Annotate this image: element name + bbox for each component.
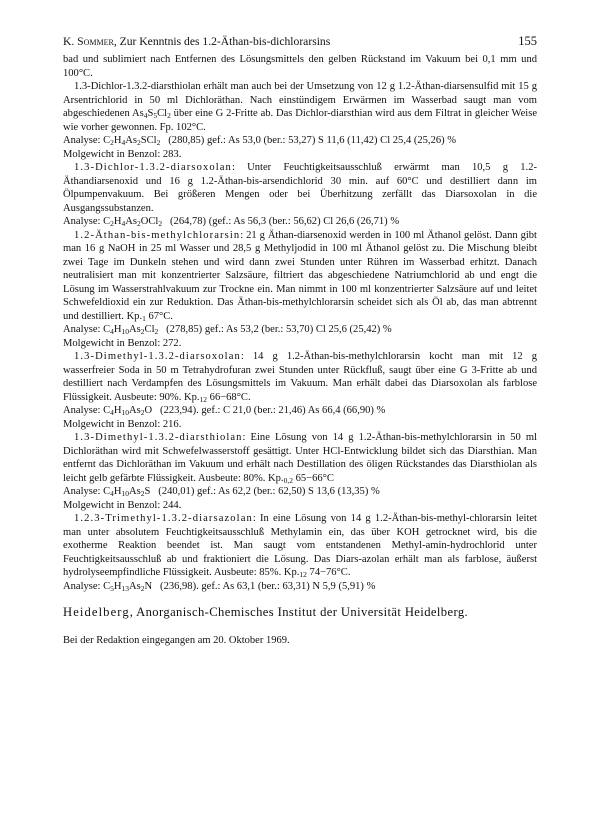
running-header [63,34,537,49]
affiliation-city: Heidelberg [63,605,130,619]
affiliation-institute: , Anorganisch-Chemisches Institut der Universität Heidelberg. [129,605,469,619]
body-paragraph: 1.3-Dimethyl-1.3.2-diarsthiolan: Eine Lösung von 14 g 1.2-Äthan-bis-methylchlorarsin in 50 ml Dichloräthan wird mit Schwefelwasserstoff gesättigt. Unter HCl-Entwicklung bildet sich das Diarsthian. Man entfernt das Dichloräthan im Vakuum und erhält nach Destillation des öligen Rückstandes das Diarsthiolan als leicht gelb gefärbte Flüssigkeit. Ausbeute: 80%. $Kp._{0,2}$ 65−66°C [63,432,537,485]
molecular-weight-line: Molgewicht in Benzol: 283. [63,148,182,160]
molecular-weight-line: Molgewicht in Benzol: 216. [63,418,182,430]
body-paragraph: 1.2-Äthan-bis-methylchlorarsin: 21 g Äthan-diarsenoxid werden in 100 ml Äthanol gelöst. Dann gibt man 16 g NaOH in 25 ml Wasser und 28,5 g Methyljodid in 100 ml Äthanol gelöst zu. Die Mischung bleibt zwei Tage im Dunkeln stehen und wird dann zwei Stunden unter Rühren im Wasserbad erhitzt. Danach neutralisiert man mit konzentrierter Salzsäure, filtriert das abgeschiedene Natriumchlorid ab und engt die Lösung im Wasserstrahlvakuum zur Trockne ein. Man nimmt in 100 ml konzentrierter Salzsäure auf und leitet Schwefeldioxid ein zur Reduktion. Das Äthan-bis-methylchlorarsin scheidet sich als Öl ab, das man abtrennt und destilliert. $Kp._1$ 67°C. [63,229,537,323]
analysis-line: Analyse: $C_4H_{10}As_2Cl_2$ (278,85) gef.: As 53,2 (ber.: 53,70) Cl 25,6 (25,42) % [63,324,392,336]
page-number: 155 [518,34,537,48]
body-paragraph: 1.3-Dimethyl-1.3.2-diarsoxolan: 14 g 1.2-Äthan-bis-methylchlorarsin kocht man mit 12 g wasserfreier Soda in 50 m Tetrahydrofuran zwei Stunden unter Rückfluß, saugt über eine G 3-Fritte ab und destilliert nach Verdampfen des Lösungsmittels im Vakuum. Man erhält dabei das Diarsoxolan als farblose Flüssigkeit. Ausbeute: 90%. $Kp._{12}$ 66−68°C. [63,351,537,404]
running-title [63,35,330,48]
body-paragraph: 1.2.3-Trimethyl-1.3.2-diarsazolan: In eine Lösung von 14 g 1.2-Äthan-bis-methyl-chlorarsin leitet man unter absolutem Feuchtigkeitsausschluß Methylamin ein, das über KOH getrocknet wird, bis die exotherme Reaktion beendet ist. Man saugt vom entstandenen Methyl-amin-hydrochlorid unter Feuchtigkeitsausschluß ab und fraktioniert die Lösung. Das Diars-azolan erhält man als farblose, äußerst hydrolyseempfindliche Flüssigkeit. Ausbeute: 85%. $Kp._{12}$ 74−76°C. [63,513,537,579]
analysis-line: Analyse: $C_2H_4As_2SCl_2$ (280,85) gef.: As 53,0 (ber.: 53,27) S 11,6 (11,42) Cl 25,4 (25,26) % [63,135,457,147]
molecular-weight-line: Molgewicht in Benzol: 272. [63,337,182,349]
header-title: , Zur Kenntnis des 1.2-Äthan-bis-dichlorarsins [113,35,331,48]
article-body [63,53,537,593]
received-date: Bei der Redaktion eingegangen am 20. Oktober 1969. [63,635,290,646]
header-author: K. Sommer [63,35,114,48]
molecular-weight-line: Molgewicht in Benzol: 244. [63,499,182,511]
analysis-line: Analyse: $C_2H_4As_2OCl_2$ (264,78) (gef.: As 56,3 (ber.: 56,62) Cl 26,6 (26,71) % [63,216,400,228]
body-paragraph: 1.3-Dichlor-1.3.2-diarsthiolan erhält man auch bei der Umsetzung von 12 g 1.2-Äthan-diarsensulfid mit 15 g Arsentrichlorid in 50 ml Dichloräthan. Nach einstündigem Erwärmen im Wasserbad saugt man vom abgeschiedenen $As_4S_5Cl_2$ über eine G 2-Fritte ab. Das Dichlor-diarsthian wird aus dem Filtrat in gleicher Weise wie vorher gewonnen. Fp. 102°C. [63,81,538,133]
journal-page [63,34,537,646]
analysis-line: Analyse: $C_4H_{10}As_2S$ (240,01) gef.: As 62,2 (ber.: 62,50) S 13,6 (13,35) % [63,486,380,498]
body-paragraph: 1.3-Dichlor-1.3.2-diarsoxolan: Unter Feuchtigkeitsausschluß erwärmt man 10,5 g 1.2-Äthandiarsenoxid und 16 g 1.2-Äthan-bis-arsendichlorid 30 min. auf 60°C und destilliert dann im Ölpumpenvakuum. Bei größeren Mengen oder bei Überhitzung zerfällt das Diarsoxolan in die Ausgangssubstanzen. [63,162,537,214]
affiliation [63,605,537,620]
body-paragraph: bad und sublimiert nach Entfernen des Lösungsmittels den gelben Rückstand im Vakuum bei 0,1 mm und 100°C. [63,54,537,79]
analysis-line: Analyse: $C_5H_{13}As_2N$ (236,98). gef.: As 63,1 (ber.: 63,31) N 5,9 (5,91) % [63,580,376,593]
analysis-line: Analyse: $C_4H_{10}As_2O$ (223,94). gef.: C 21,0 (ber.: 21,46) As 66,4 (66,90) % [63,405,386,417]
